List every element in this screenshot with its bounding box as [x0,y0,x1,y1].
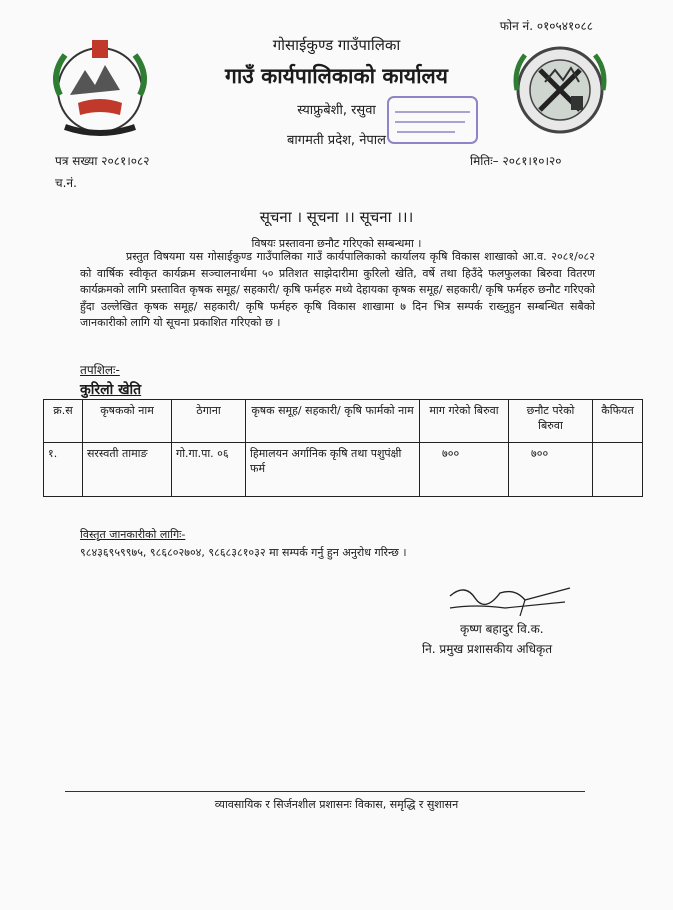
header-serial: क्र.स [44,400,83,443]
cell-requested: ७०० [420,443,509,497]
header-farmer-name: कृषकको नाम [83,400,172,443]
cell-group-name: हिमालयन अर्गानिक कृषि तथा पशुपंक्षी फर्म [246,443,420,497]
signatory-title: नि. प्रमुख प्रशासकीय अधिकृत [422,642,553,656]
signature [445,578,575,618]
letter-number: पत्र सख्या २०८१।०८२ [55,154,150,168]
cell-selected: ७०० [509,443,593,497]
office-name: गाउँ कार्यपालिकाको कार्यालय [225,64,448,88]
cell-address: गो.गा.पा. ०६ [172,443,246,497]
municipality-name: गोसाईकुण्ड गाउँपालिका [272,36,401,54]
notice-body-text: प्रस्तुत विषयमा यस गोसाईकुण्ड गाउँपालिका गाउँ कार्यपालिकाको कार्यालय कृषि विकास शाखाको आ.व. २०८१/०८२ को वार्षिक स्वीकृत कार्यक्रम सञ्चालनार्थमा ५० प्रतिशत साझेदारीमा कुरिलो खेति, वर्षे तथा हिउँदे फलफुलका बिरुवा वितरण कार्यक्रमको लागि प्रस्तावित कृषक समूह/ सहकारी/ कृषि फर्महरु मध्ये देहायका कृषक समूह/ सहकारी/ कृषि फर्महरु छनौट गरिएको हुँदा उल्लेखित कृषक समूह/ सहकारी/ कृषि फर्महरु कृषि विकास शाखामा ७ दिन भित्र सम्पर्क राख्नुहुन सम्बन्धित सबैको जानकारीको लागि यो सूचना प्रकाशित गरिएको छ । [80,250,595,330]
office-location: स्याफ्रुबेशी, रसुवा [297,103,376,118]
table-header-row [44,400,643,443]
selection-table [43,399,643,497]
contact-line: ९८४३६९५९९७५, ९८६८०२७०४, ९८६८३८१०३२ मा सम्पर्क गर्नु हुन अनुरोध गरिन्छ । [80,546,407,559]
footer-slogan: व्यावसायिक र सिर्जनशील प्रशासनः विकास, समृद्धि र सुशासन [214,798,459,811]
office-stamp [385,94,480,146]
contact-heading: विस्तृत जानकारीको लागिः- [80,528,186,541]
header-group-name: कृषक समूह/ सहकारी/ कृषि फार्मको नाम [246,400,420,443]
footer-divider [65,791,585,792]
dispatch-number: च.नं. [55,176,77,190]
letter-date: मितिः– २०८१।१०।२० [470,154,562,168]
section-heading: कुरिलो खेति [80,382,142,398]
notice-title: सूचना । सूचना ।। सूचना ।।। [259,208,414,226]
province-name: बागमती प्रदेश, नेपाल [287,133,386,148]
phone-number: फोन नं. ०१०५४१०८८ [499,19,593,33]
municipality-logo [505,40,615,140]
header-address: ठेगाना [172,400,246,443]
cell-serial: १. [44,443,83,497]
header-requested: माग गरेको बिरुवा [420,400,509,443]
cell-remarks [593,443,643,497]
header-remarks: कैफियत [593,400,643,443]
table-row [44,443,643,497]
notice-subject: विषयः प्रस्तावना छनौट गरिएको सम्बन्धमा । [251,237,422,250]
notice-body [80,249,595,332]
header-selected: छनौट परेको बिरुवा [509,400,593,443]
cell-farmer-name: सरस्वती तामाङ [83,443,172,497]
details-label: तपशिलः- [80,363,120,377]
signatory-name: कृष्ण बहादुर वि.क. [460,622,544,636]
